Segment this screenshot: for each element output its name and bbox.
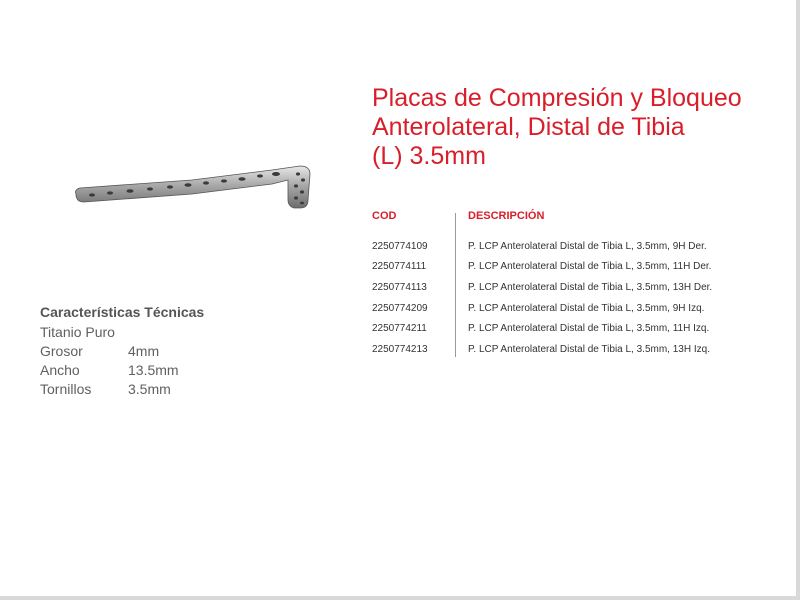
spec-material (40, 323, 204, 342)
spec-key: Ancho (40, 362, 80, 378)
row-description: P. LCP Anterolateral Distal de Tibia L, 3.5mm, 9H Izq. (468, 302, 705, 314)
row-code: 2250774213 (372, 343, 428, 355)
title-line-2: Anterolateral, Distal de Tibia (372, 113, 685, 141)
material-value: Titanio Puro (40, 324, 115, 340)
spec-value: 13.5mm (128, 362, 179, 378)
page-title (372, 84, 782, 171)
specs-title: Características Técnicas (40, 304, 205, 320)
bone-plate-image (72, 160, 322, 220)
row-description: P. LCP Anterolateral Distal de Tibia L, 3.5mm, 11H Izq. (468, 323, 710, 335)
table-row (372, 318, 782, 339)
spec-row (40, 361, 204, 380)
title-line-1: Placas de Compresión y Bloqueo (372, 84, 742, 112)
spec-row (40, 342, 204, 361)
row-description: P. LCP Anterolateral Distal de Tibia L, 3.5mm, 9H Der. (468, 240, 707, 252)
header-cod: COD (372, 210, 397, 222)
row-description: P. LCP Anterolateral Distal de Tibia L, 3.5mm, 13H Der. (468, 281, 713, 293)
spec-row (40, 380, 204, 399)
table-row (372, 339, 782, 360)
table-row (372, 257, 782, 278)
header-description: DESCRIPCIÓN (468, 210, 545, 222)
spec-key: Tornillos (40, 381, 92, 397)
row-code: 2250774109 (372, 240, 428, 252)
row-code: 2250774209 (372, 302, 428, 314)
table-row (372, 236, 782, 257)
row-code: 2250774111 (372, 261, 427, 273)
row-description: P. LCP Anterolateral Distal de Tibia L, 3.5mm, 11H Der. (468, 261, 712, 273)
product-table (372, 210, 782, 360)
table-row (372, 277, 782, 298)
spec-key: Grosor (40, 343, 83, 359)
table-header (372, 210, 782, 236)
spec-value: 3.5mm (128, 381, 171, 397)
title-line-3: (L) 3.5mm (372, 142, 486, 170)
technical-specs (40, 304, 204, 399)
spec-value: 4mm (128, 343, 160, 359)
row-code: 2250774113 (372, 281, 427, 293)
row-description: P. LCP Anterolateral Distal de Tibia L, 3.5mm, 13H Izq. (468, 343, 710, 355)
row-code: 2250774211 (372, 323, 427, 335)
table-row (372, 298, 782, 319)
